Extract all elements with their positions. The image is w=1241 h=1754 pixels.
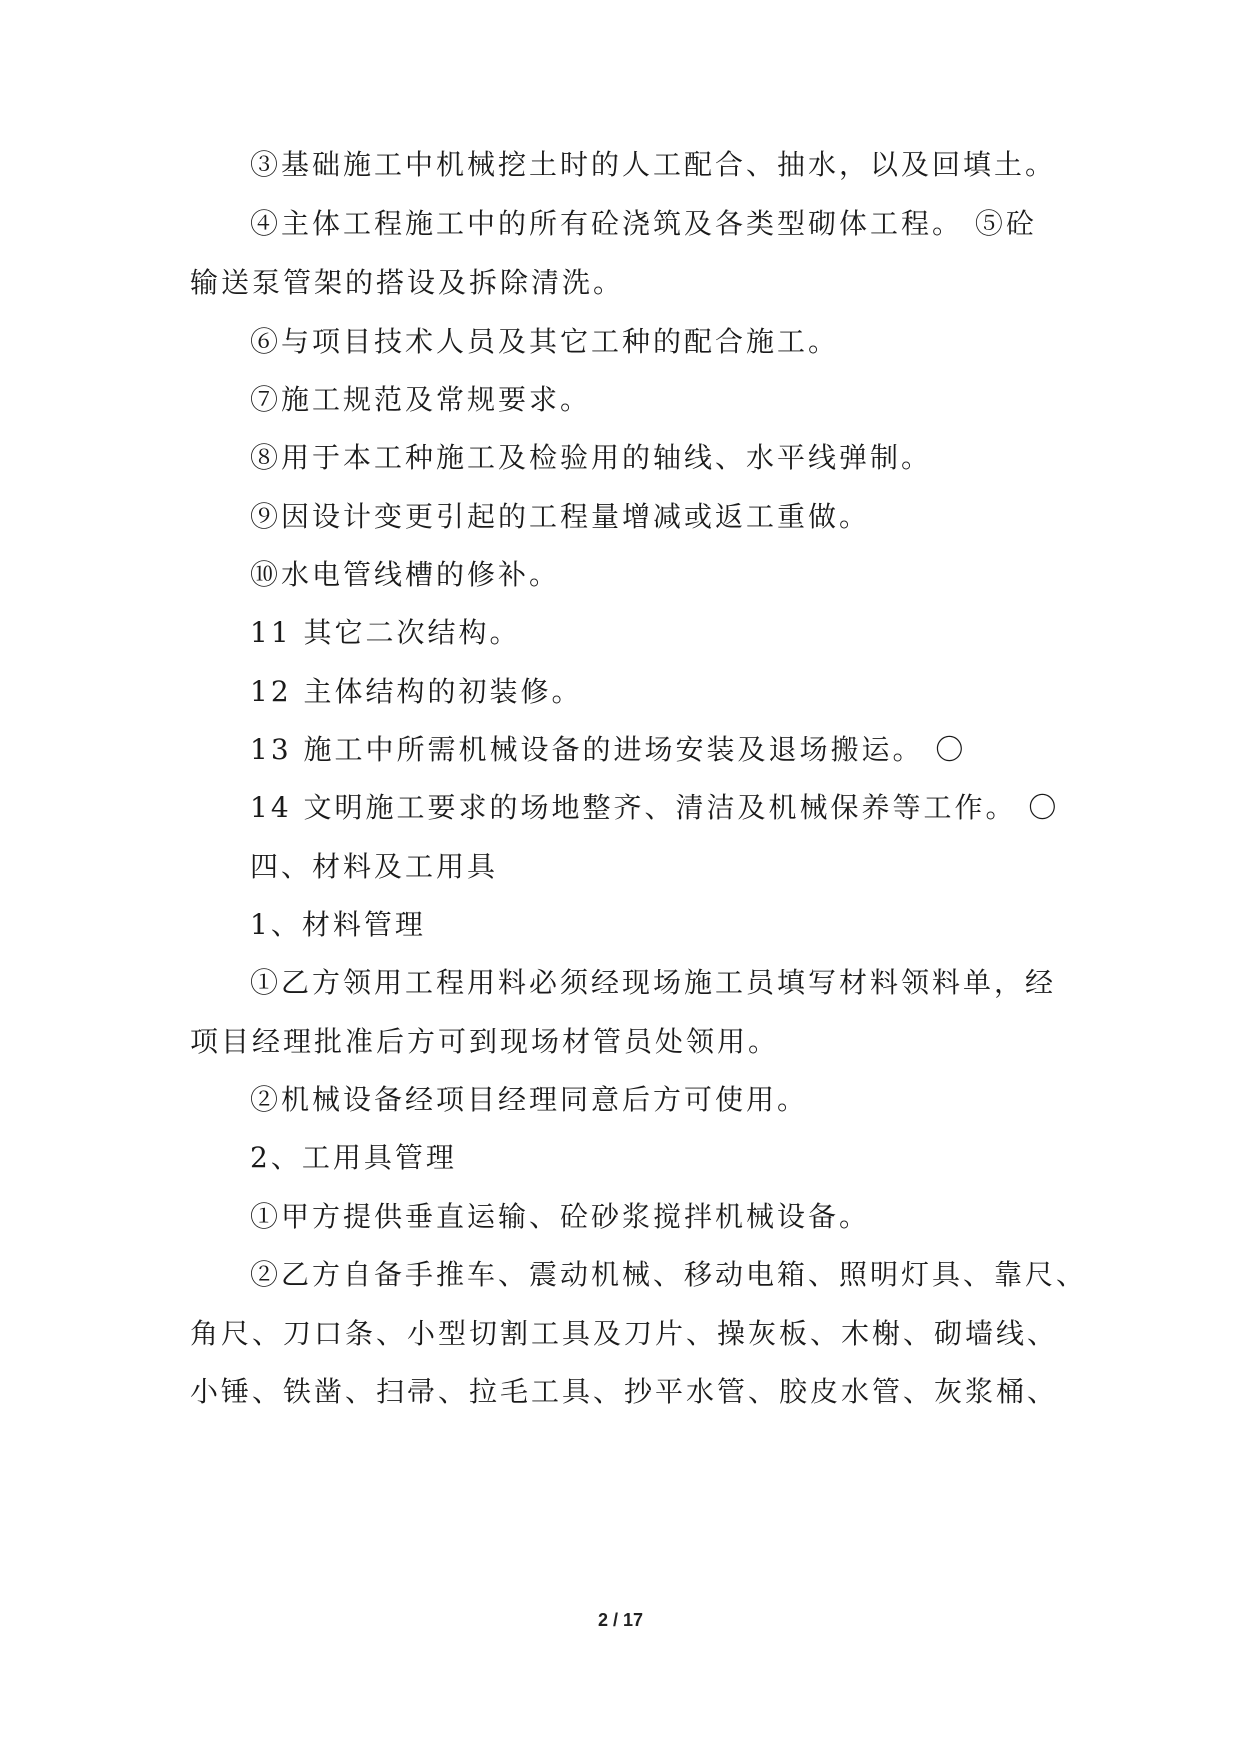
text-line: ⑦施工规范及常规要求。 bbox=[250, 383, 592, 416]
text-line: ①甲方提供垂直运输、砼砂浆搅拌机械设备。 bbox=[250, 1200, 871, 1233]
text-line: 14 文明施工要求的场地整齐、清洁及机械保养等工作。 〇 bbox=[250, 791, 1060, 824]
text-line: 输送泵管架的搭设及拆除清洗。 bbox=[190, 266, 625, 299]
text-line: ①乙方领用工程用料必须经现场施工员填写材料领料单，经 bbox=[250, 966, 1057, 999]
text-line: ③基础施工中机械挖土时的人工配合、抽水，以及回填土。 bbox=[250, 148, 1057, 181]
text-line: 12 主体结构的初装修。 bbox=[250, 675, 583, 708]
text-line: 11 其它二次结构。 bbox=[250, 616, 521, 649]
text-line: ②乙方自备手推车、震动机械、移动电箱、照明灯具、靠尺、 bbox=[250, 1258, 1088, 1291]
section-heading: 四、材料及工用具 bbox=[250, 850, 499, 883]
text-line: ⑨因设计变更引起的工程量增减或返工重做。 bbox=[250, 500, 871, 533]
text-line: 小锤、铁凿、扫帚、拉毛工具、抄平水管、胶皮水管、灰浆桶、 bbox=[190, 1375, 1059, 1408]
text-line: 角尺、刀口条、小型切割工具及刀片、操灰板、木榭、砌墙线、 bbox=[190, 1317, 1059, 1350]
text-line: ④主体工程施工中的所有砼浇筑及各类型砌体工程。 ⑤砼 bbox=[250, 207, 1037, 240]
page-number: 2 / 17 bbox=[597, 1610, 644, 1630]
subsection-heading: 1、材料管理 bbox=[250, 908, 426, 941]
text-line: ②机械设备经项目经理同意后方可使用。 bbox=[250, 1083, 809, 1116]
text-line: 13 施工中所需机械设备的进场安装及退场搬运。 〇 bbox=[250, 733, 967, 766]
text-line: ⑥与项目技术人员及其它工种的配合施工。 bbox=[250, 325, 840, 358]
subsection-heading: 2、工用具管理 bbox=[250, 1141, 457, 1174]
text-line: 项目经理批准后方可到现场材管员处领用。 bbox=[190, 1025, 780, 1058]
text-line: ⑩水电管线槽的修补。 bbox=[250, 558, 561, 591]
text-line: ⑧用于本工种施工及检验用的轴线、水平线弹制。 bbox=[250, 441, 933, 474]
